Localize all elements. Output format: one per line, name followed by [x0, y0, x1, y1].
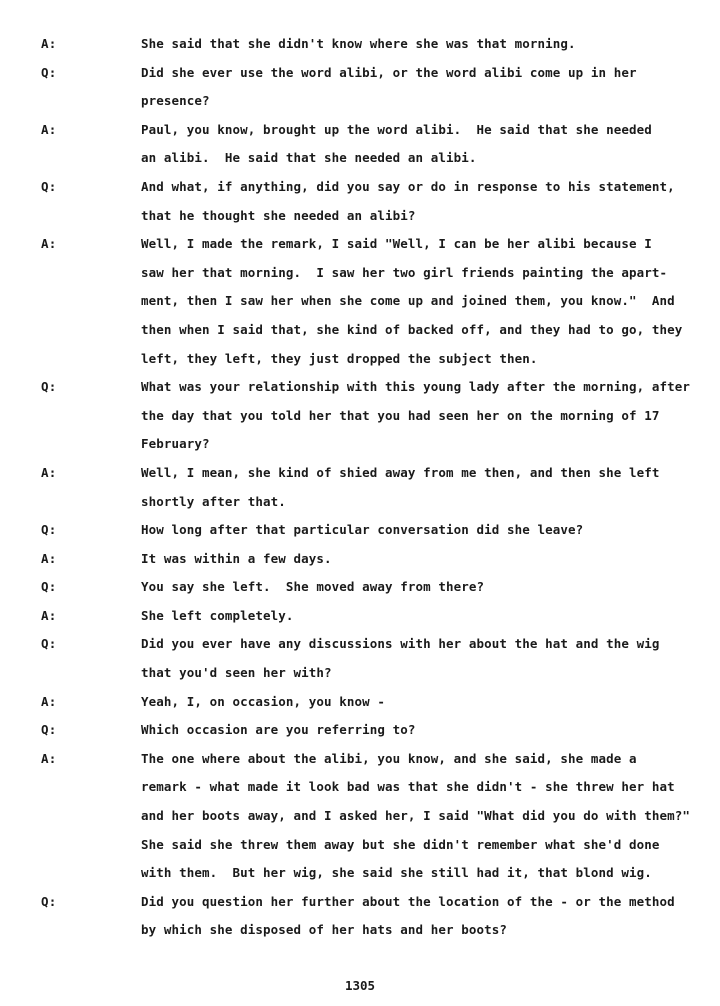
testimony-line: Well, I made the remark, I said "Well, I can be her alibi because I — [141, 236, 652, 252]
testimony-line: by which she disposed of her hats and her boots? — [141, 922, 508, 938]
testimony-text — [141, 373, 701, 459]
testimony-line: The one where about the alibi, you know, and she said, she made a — [141, 750, 637, 766]
testimony-line: She left completely. — [141, 607, 294, 623]
page-number: 1305 — [344, 978, 376, 993]
testimony-text — [141, 630, 701, 687]
question-entry — [0, 59, 720, 116]
question-entry — [0, 373, 720, 459]
testimony-line: You say she left. She moved away from there? — [141, 579, 485, 595]
testimony-line: presence? — [141, 93, 210, 109]
testimony-text — [141, 716, 701, 745]
testimony-line: Did you ever have any discussions with her about the hat and the wig — [141, 636, 660, 652]
answer-entry — [0, 459, 720, 516]
speaker-label: Q: — [41, 893, 57, 909]
testimony-text — [141, 545, 701, 574]
testimony-line: She said that she didn't know where she was that morning. — [141, 36, 576, 51]
question-entry — [0, 516, 720, 545]
answer-entry — [0, 745, 720, 888]
speaker-label: A: — [41, 464, 57, 480]
testimony-text — [141, 173, 701, 230]
answer-entry — [0, 30, 720, 59]
testimony-line: Paul, you know, brought up the word alibi. He said that she needed — [141, 121, 652, 137]
testimony-line: that he thought she needed an alibi? — [141, 207, 416, 223]
testimony-line: What was your relationship with this young lady after the morning, after — [141, 379, 691, 395]
answer-entry — [0, 230, 720, 373]
testimony-line: Well, I mean, she kind of shied away from me then, and then she left — [141, 464, 660, 480]
testimony-line: left, they left, they just dropped the subject then. — [141, 350, 538, 366]
testimony-text — [141, 745, 701, 888]
answer-entry — [0, 545, 720, 574]
testimony-text — [141, 230, 701, 373]
answer-entry — [0, 602, 720, 631]
testimony-line: the day that you told her that you had seen her on the morning of 17 — [141, 407, 660, 423]
testimony-line: then when I said that, she kind of backed off, and they had to go, they — [141, 321, 683, 337]
speaker-label: Q: — [41, 178, 57, 194]
speaker-label: Q: — [41, 379, 57, 395]
testimony-line: remark - what made it look bad was that she didn't - she threw her hat — [141, 779, 675, 795]
speaker-label: A: — [41, 693, 57, 709]
testimony-line: Which occasion are you referring to? — [141, 722, 416, 738]
testimony-line: an alibi. He said that she needed an alibi. — [141, 150, 477, 166]
speaker-label: A: — [41, 607, 57, 623]
speaker-label: A: — [41, 121, 57, 137]
speaker-label: Q: — [41, 522, 57, 538]
testimony-text — [141, 516, 701, 545]
answer-entry — [0, 688, 720, 717]
testimony-text — [141, 116, 701, 173]
speaker-label: Q: — [41, 64, 57, 80]
testimony-text — [141, 573, 701, 602]
testimony-text — [141, 59, 701, 116]
question-entry — [0, 173, 720, 230]
testimony-line: She said she threw them away but she didn't remember what she'd done — [141, 836, 660, 852]
testimony-text — [141, 30, 701, 59]
testimony-text — [141, 459, 701, 516]
testimony-line: How long after that particular conversation did she leave? — [141, 522, 584, 538]
speaker-label: Q: — [41, 722, 57, 738]
testimony-line: with them. But her wig, she said she still had it, that blond wig. — [141, 865, 652, 881]
speaker-label: A: — [41, 236, 57, 252]
testimony-line: that you'd seen her with? — [141, 665, 332, 681]
question-entry — [0, 630, 720, 687]
testimony-text — [141, 688, 701, 717]
testimony-text — [141, 888, 701, 945]
testimony-line: Yeah, I, on occasion, you know - — [141, 693, 386, 709]
speaker-label: Q: — [41, 636, 57, 652]
testimony-line: Did she ever use the word alibi, or the word alibi come up in her — [141, 64, 637, 80]
testimony-line: and her boots away, and I asked her, I said "What did you do with them?" — [141, 808, 691, 824]
testimony-line: February? — [141, 436, 210, 452]
testimony-line: ment, then I saw her when she come up and joined them, you know." And — [141, 293, 675, 309]
transcript-body — [0, 30, 720, 945]
question-entry — [0, 716, 720, 745]
answer-entry — [0, 116, 720, 173]
testimony-line: Did you question her further about the location of the - or the method — [141, 893, 675, 909]
question-entry — [0, 573, 720, 602]
testimony-text — [141, 602, 701, 631]
testimony-line: And what, if anything, did you say or do in response to his statement, — [141, 178, 675, 194]
speaker-label: A: — [41, 750, 57, 766]
testimony-line: saw her that morning. I saw her two girl friends painting the apart- — [141, 264, 668, 280]
question-entry — [0, 888, 720, 945]
speaker-label: A: — [41, 550, 57, 566]
testimony-line: It was within a few days. — [141, 550, 332, 566]
testimony-line: shortly after that. — [141, 493, 286, 509]
speaker-label: A: — [41, 36, 57, 51]
speaker-label: Q: — [41, 579, 57, 595]
